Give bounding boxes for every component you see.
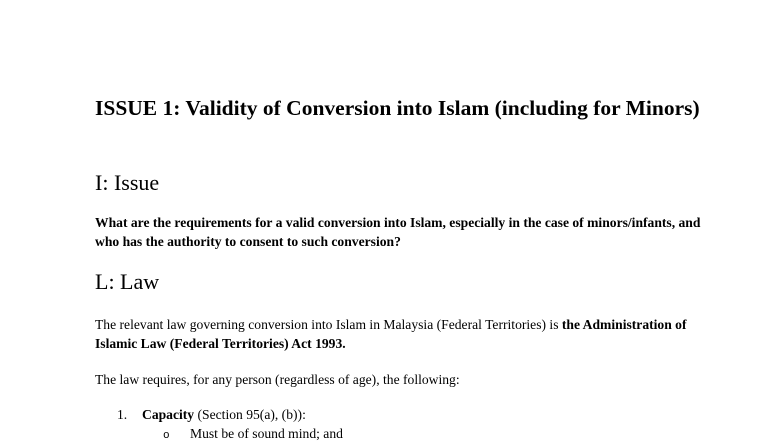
- document-title: ISSUE 1: Validity of Conversion into Islam (including for Minors): [95, 96, 700, 120]
- list-item: [117, 405, 306, 424]
- law-paragraph: [95, 315, 715, 353]
- sub-list-item-text: Must be of sound mind; and: [190, 426, 343, 441]
- act-name: the Administration of Islamic Law (Federal Territories) Act 1993.: [95, 317, 687, 351]
- sub-list-item: [163, 424, 343, 441]
- issue-question: What are the requirements for a valid conversion into Islam, especially in the case of minors/infants, and who has the authority to consent to such conversion?: [95, 215, 701, 249]
- issue-heading: I: Issue: [95, 170, 160, 195]
- law-heading: L: Law: [95, 269, 160, 294]
- bullet-icon: o: [163, 430, 170, 441]
- law-paragraph-text: The relevant law governing conversion into Islam in Malaysia (Federal Territories) is: [95, 317, 562, 332]
- list-item-detail: (Section 95(a), (b)):: [194, 407, 306, 422]
- list-item-label: Capacity: [142, 407, 195, 422]
- requirements-intro: The law requires, for any person (regardless of age), the following:: [95, 372, 460, 387]
- list-number: 1.: [117, 407, 128, 422]
